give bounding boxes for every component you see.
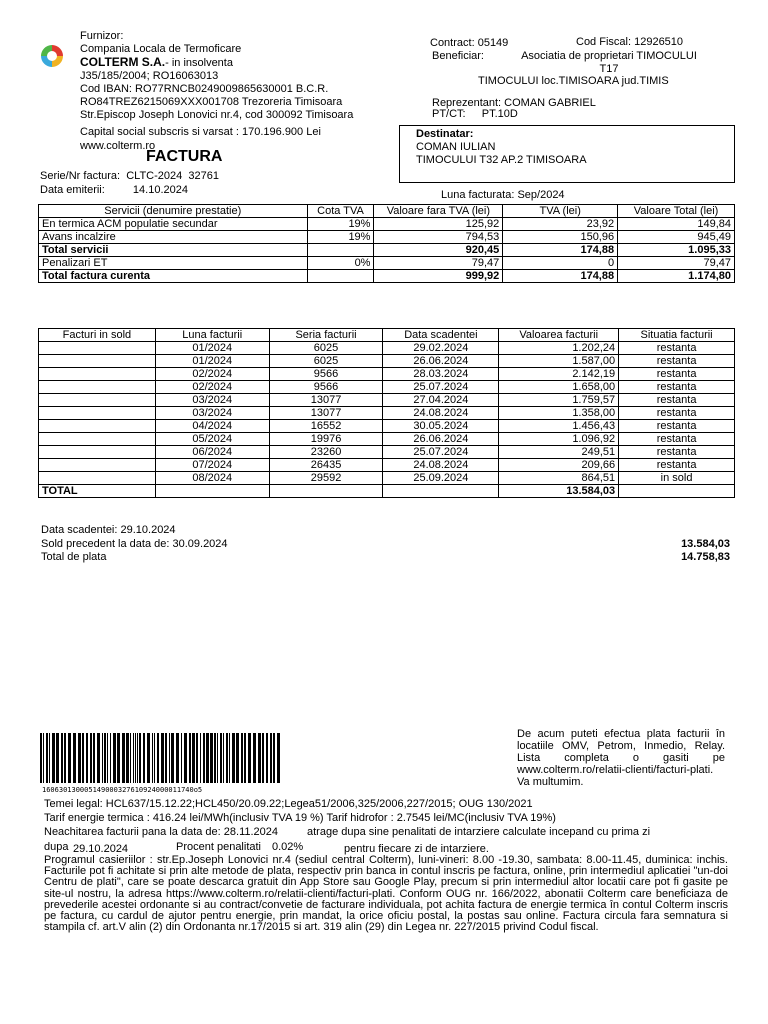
barcode-bar — [102, 733, 103, 783]
sold-header-cell: Valoarea facturii — [499, 329, 619, 342]
cod-fiscal-label: Cod Fiscal: — [576, 36, 632, 48]
nr-value: 32761 — [188, 170, 219, 182]
date-value: 14.10.2024 — [132, 184, 188, 196]
barcode-bar — [248, 733, 251, 783]
services-cell-fara-tva: 79,47 — [374, 257, 503, 270]
services-header-cell: Valoare Total (lei) — [618, 205, 735, 218]
barcode-bar — [253, 733, 256, 783]
sold-total-label: TOTAL — [39, 485, 156, 498]
total-plata-value: 14.758,83 — [681, 551, 730, 563]
sold-cell-situatia: restanta — [619, 433, 735, 446]
sold-cell-scadenta: 24.08.2024 — [383, 459, 499, 472]
sold-cell-luna: 07/2024 — [155, 459, 269, 472]
services-cell-total: 1.174,80 — [618, 270, 735, 283]
barcode-bar — [196, 733, 198, 783]
sold-cell-valoare: 1.096,92 — [499, 433, 619, 446]
sold-row — [39, 420, 735, 433]
services-cell-fara-tva: 125,92 — [374, 218, 503, 231]
sold-cell-seria: 19976 — [269, 433, 383, 446]
services-row — [39, 218, 735, 231]
barcode-bar — [171, 733, 174, 783]
data-scadentei: Data scadentei: 29.10.2024 — [41, 524, 176, 536]
sold-cell-scadenta: 27.04.2024 — [383, 394, 499, 407]
barcode-bar — [147, 733, 150, 783]
sold-cell-valoare: 1.658,00 — [499, 381, 619, 394]
barcode-bar — [226, 733, 228, 783]
supplier-name-line — [80, 56, 353, 69]
barcode-bar — [189, 733, 191, 783]
sold-cell-situatia: restanta — [619, 368, 735, 381]
barcode-bar — [273, 733, 275, 783]
sold-header-cell: Seria facturii — [269, 329, 383, 342]
reprezentant-label: Reprezentant: — [432, 97, 502, 109]
destinatar-label: Destinatar: — [416, 128, 474, 140]
sold-cell-valoare: 209,66 — [499, 459, 619, 472]
sold-total-blank — [619, 485, 735, 498]
services-cell-cota — [307, 244, 374, 257]
barcode-bar — [262, 733, 264, 783]
sold-total-blank — [155, 485, 269, 498]
supplier-full-name: Compania Locala de Termoficare — [80, 43, 242, 56]
sold-total-blank — [269, 485, 383, 498]
services-cell-tva: 174,88 — [503, 270, 618, 283]
sold-cell-valoare: 1.456,43 — [499, 420, 619, 433]
barcode-bar — [206, 733, 209, 783]
barcode-bar — [86, 733, 88, 783]
sold-cell-luna: 01/2024 — [155, 355, 269, 368]
sold-cell-scadenta: 26.06.2024 — [383, 355, 499, 368]
sold-precedent-label: Sold precedent la data de: 30.09.2024 — [41, 538, 228, 550]
sold-header-cell: Facturi in sold — [39, 329, 156, 342]
serie-label: Serie/Nr factura: — [40, 170, 121, 182]
services-cell-name: Penalizari ET — [39, 257, 308, 270]
payment-note: De acum puteti efectua plata facturii în locatiile OMV, Petrom, Inmedio, Relay. Lista completa o gasiti pe www.colterm.ro/relatii-clienti/facturi-plati. Va multumim. — [517, 728, 725, 788]
barcode-bar — [49, 733, 50, 783]
barcode-bar — [135, 733, 136, 783]
sold-row — [39, 342, 735, 355]
sold-total-value: 13.584,03 — [499, 485, 619, 498]
services-header-cell: TVA (lei) — [503, 205, 618, 218]
sold-cell-luna: 02/2024 — [155, 368, 269, 381]
sold-header-row — [39, 329, 735, 342]
barcode-bar — [139, 733, 141, 783]
barcode-bar — [130, 733, 131, 783]
services-header-cell: Cota TVA — [307, 205, 374, 218]
barcode-bar — [157, 733, 159, 783]
colterm-logo-icon — [40, 44, 64, 68]
barcode-bar — [73, 733, 76, 783]
barcode-bar — [229, 733, 230, 783]
barcode-bar — [152, 733, 153, 783]
sold-cell-scadenta: 29.02.2024 — [383, 342, 499, 355]
barcode-bar — [78, 733, 81, 783]
pentru-line: pentru fiecare zi de intarziere. — [344, 843, 489, 855]
sold-cell-situatia: in sold — [619, 472, 735, 485]
supplier-capital: Capital social subscris si varsat : 170.196.900 Lei — [80, 126, 321, 139]
tarif-line: Tarif energie termica : 416.24 lei/MWh(inclusiv TVA 19 %) Tarif hidrofor : 2.7545 lei/MC(inclusiv TVA 19%) — [44, 812, 556, 824]
sold-cell-blank — [39, 394, 156, 407]
dupa-label: dupa — [44, 841, 69, 853]
barcode-bar — [169, 733, 170, 783]
services-cell-cota: 19% — [307, 218, 374, 231]
sold-cell-scadenta: 26.06.2024 — [383, 433, 499, 446]
sold-cell-valoare: 864,51 — [499, 472, 619, 485]
barcode-bar — [122, 733, 125, 783]
barcode-bar — [223, 733, 224, 783]
barcode-bar — [126, 733, 129, 783]
services-cell-cota: 0% — [307, 257, 374, 270]
barcode-bar — [40, 733, 42, 783]
services-row — [39, 231, 735, 244]
sold-total-row — [39, 485, 735, 498]
sold-cell-seria: 13077 — [269, 407, 383, 420]
barcode-bar — [93, 733, 95, 783]
services-row — [39, 257, 735, 270]
sold-cell-valoare: 1.358,00 — [499, 407, 619, 420]
ptct-line — [432, 108, 518, 121]
contract-value: 05149 — [477, 37, 509, 49]
services-row — [39, 270, 735, 283]
supplier-short-name: COLTERM S.A. — [80, 55, 166, 70]
barcode-bar — [203, 733, 205, 783]
sold-cell-blank — [39, 342, 156, 355]
services-cell-total: 149,84 — [618, 218, 735, 231]
sold-cell-blank — [39, 433, 156, 446]
supplier-address: Str.Episcop Joseph Lonovici nr.4, cod 300092 Timisoara — [80, 109, 354, 122]
neachitare-line-2: atrage dupa sine penalitati de intarziere calculate incepand cu prima zi — [307, 826, 651, 838]
services-header-cell: Servicii (denumire prestatie) — [39, 205, 308, 218]
sold-cell-luna: 03/2024 — [155, 394, 269, 407]
sold-cell-luna: 08/2024 — [155, 472, 269, 485]
services-cell-tva: 150,96 — [503, 231, 618, 244]
barcode-bar — [90, 733, 92, 783]
contract-line — [430, 37, 508, 50]
sold-cell-valoare: 1.202,24 — [499, 342, 619, 355]
barcode-bar — [154, 733, 155, 783]
barcode-bar — [56, 733, 59, 783]
barcode-bar — [236, 733, 239, 783]
sold-cell-blank — [39, 472, 156, 485]
barcode-bar — [220, 733, 222, 783]
barcode-bar — [43, 733, 44, 783]
sold-header-cell: Situatia facturii — [619, 329, 735, 342]
barcode-bar — [113, 733, 116, 783]
barcode-bar — [165, 733, 167, 783]
sold-row — [39, 368, 735, 381]
cod-fiscal-line — [576, 36, 683, 49]
sold-cell-valoare: 2.142,19 — [499, 368, 619, 381]
sold-cell-valoare: 1.587,00 — [499, 355, 619, 368]
services-header-row — [39, 205, 735, 218]
sold-cell-valoare: 1.759,57 — [499, 394, 619, 407]
sold-cell-blank — [39, 407, 156, 420]
procent-value: 0.02% — [272, 841, 304, 853]
serie-value: CLTC-2024 — [126, 170, 183, 182]
barcode-bar — [217, 733, 218, 783]
barcode-bar — [258, 733, 261, 783]
sold-cell-seria: 9566 — [269, 381, 383, 394]
barcode-bar — [244, 733, 246, 783]
sold-cell-seria: 29592 — [269, 472, 383, 485]
destinatar-address: TIMOCULUI T32 AP.2 TIMISOARA — [416, 154, 587, 166]
sold-cell-seria: 13077 — [269, 394, 383, 407]
services-cell-total: 79,47 — [618, 257, 735, 270]
ptct-label: PT/CT: — [432, 108, 466, 120]
sold-cell-situatia: restanta — [619, 355, 735, 368]
sold-row — [39, 472, 735, 485]
sold-precedent-value: 13.584,03 — [681, 538, 730, 550]
invoice-serie — [40, 170, 219, 183]
sold-cell-luna: 06/2024 — [155, 446, 269, 459]
services-cell-total: 1.095,33 — [618, 244, 735, 257]
sold-total-blank — [383, 485, 499, 498]
reprezentant-value: COMAN GABRIEL — [504, 97, 596, 109]
luna-label: Luna facturata: — [441, 189, 515, 201]
services-cell-fara-tva: 794,53 — [374, 231, 503, 244]
barcode-bar — [68, 733, 71, 783]
sold-cell-scadenta: 25.09.2024 — [383, 472, 499, 485]
services-row — [39, 244, 735, 257]
sold-cell-scadenta: 25.07.2024 — [383, 381, 499, 394]
services-cell-name: En termica ACM populatie secundar — [39, 218, 308, 231]
sold-cell-seria: 6025 — [269, 355, 383, 368]
barcode-bar — [241, 733, 243, 783]
supplier-label: Furnizor: — [80, 30, 124, 42]
barcode-bar — [277, 733, 280, 783]
barcode-bar — [161, 733, 164, 783]
dupa-date: 29.10.2024 — [73, 843, 129, 855]
services-table — [38, 204, 735, 283]
sold-header-cell: Luna facturii — [155, 329, 269, 342]
barcode-bar — [61, 733, 63, 783]
supplier-block — [80, 30, 353, 153]
barcode-bar — [52, 733, 55, 783]
barcode-bar — [200, 733, 201, 783]
sold-cell-situatia: restanta — [619, 394, 735, 407]
invoice-title: FACTURA — [146, 148, 223, 165]
sold-row — [39, 446, 735, 459]
barcode-bar — [184, 733, 187, 783]
luna-facturata — [441, 189, 565, 202]
invoice-date — [40, 184, 188, 197]
sold-cell-luna: 04/2024 — [155, 420, 269, 433]
beneficiar-address: TIMOCULUI loc.TIMISOARA jud.TIMIS — [478, 75, 669, 87]
services-cell-name: Avans incalzire — [39, 231, 308, 244]
barcode-bar — [270, 733, 272, 783]
supplier-reg: J35/185/2004; RO16063013 — [80, 69, 219, 82]
sold-row — [39, 381, 735, 394]
barcode-bar — [104, 733, 106, 783]
barcode-bar — [176, 733, 179, 783]
barcode-icon — [40, 733, 280, 783]
barcode-bar — [107, 733, 108, 783]
sold-table — [38, 328, 735, 498]
barcode-bar — [266, 733, 268, 783]
beneficiar-value: Asociatia de proprietari TIMOCULUI T17 — [521, 50, 697, 75]
sold-cell-luna: 03/2024 — [155, 407, 269, 420]
services-cell-tva: 23,92 — [503, 218, 618, 231]
sold-cell-situatia: restanta — [619, 446, 735, 459]
barcode-bar — [210, 733, 213, 783]
barcode-bar — [117, 733, 120, 783]
barcode-bar — [181, 733, 182, 783]
sold-cell-situatia: restanta — [619, 420, 735, 433]
supplier-website[interactable]: www.colterm.ro — [80, 139, 156, 152]
destinatar-name: COMAN IULIAN — [416, 141, 496, 153]
sold-cell-blank — [39, 420, 156, 433]
barcode-bar — [82, 733, 84, 783]
services-cell-fara-tva: 920,45 — [374, 244, 503, 257]
sold-cell-seria: 6025 — [269, 342, 383, 355]
services-cell-total: 945,49 — [618, 231, 735, 244]
program-casierii: Programul casieriilor : str.Ep.Joseph Lonovici nr.4 (sediul central Colterm), luni-vineri: 8.00 -19.30, sambata: 8.00-11.45, duminica: inchis. Facturile pot fi achitate si prin alte metode de plata, respectiv prin banca in contul inscris pe factura, online, prin intermediul aplicatiei "un-doi Centru de plati", care se poate descarca gratuit din App Store sau Google Play, precum si prin intermediul altor locatii care pot fi gasite pe site-ul nostru, la adresa https://www.colterm.ro/relatii-clienti/facturi-plati. Conform OUG nr. 166/2022, abonatii Colterm care beneficiaza de prevederile acestei ordonante si au contract/convetie de facturare individuala, pot achita factura de energie termica în contul Colterm inscris pe factura, cu cardul de ajutor pentru energie, prin mandat, la orice oficiu postal, la postas sau online. Factura circula fara semnatura si stampila cf. art.V alin (2) din Ordonanta nr.17/2015 si art. 319 alin (29) din Legea nr. 227/2015 privind Codul fiscal. — [44, 854, 728, 934]
sold-cell-luna: 05/2024 — [155, 433, 269, 446]
contract-label: Contract: — [430, 37, 475, 49]
sold-header-cell: Data scadentei — [383, 329, 499, 342]
barcode-bar — [97, 733, 100, 783]
date-label: Data emiterii: — [40, 184, 105, 196]
barcode-bar — [64, 733, 66, 783]
supplier-iban: Cod IBAN: RO77RNCB0249009865630001 B.C.R. — [80, 82, 329, 95]
sold-cell-situatia: restanta — [619, 459, 735, 472]
luna-value: Sep/2024 — [517, 189, 565, 201]
sold-cell-blank — [39, 381, 156, 394]
sold-row — [39, 433, 735, 446]
sold-cell-situatia: restanta — [619, 342, 735, 355]
services-cell-cota — [307, 270, 374, 283]
procent-label: Procent penalitati — [176, 841, 261, 853]
sold-cell-scadenta: 25.07.2024 — [383, 446, 499, 459]
sold-row — [39, 355, 735, 368]
ptct-value: PT.10D — [481, 108, 518, 120]
services-cell-cota: 19% — [307, 231, 374, 244]
sold-cell-luna: 01/2024 — [155, 342, 269, 355]
sold-cell-scadenta: 28.03.2024 — [383, 368, 499, 381]
services-cell-name: Total servicii — [39, 244, 308, 257]
services-cell-name: Total factura curenta — [39, 270, 308, 283]
sold-cell-blank — [39, 368, 156, 381]
sold-cell-blank — [39, 446, 156, 459]
barcode-bar — [143, 733, 145, 783]
supplier-insolvency: - in insolventa — [165, 57, 233, 70]
barcode-bar — [133, 733, 134, 783]
barcode-bar — [137, 733, 138, 783]
sold-cell-seria: 9566 — [269, 368, 383, 381]
sold-cell-scadenta: 30.05.2024 — [383, 420, 499, 433]
sold-cell-valoare: 249,51 — [499, 446, 619, 459]
barcode-bar — [192, 733, 195, 783]
sold-cell-blank — [39, 355, 156, 368]
sold-cell-blank — [39, 459, 156, 472]
sold-row — [39, 459, 735, 472]
barcode-bar — [232, 733, 235, 783]
sold-cell-luna: 02/2024 — [155, 381, 269, 394]
cod-fiscal-value: 12926510 — [634, 36, 684, 48]
destinatar-box — [399, 125, 735, 183]
sold-row — [39, 407, 735, 420]
neachitare-line: Neachitarea facturii pana la data de: 28.11.2024 — [44, 826, 279, 838]
barcode-bar — [46, 733, 48, 783]
sold-cell-situatia: restanta — [619, 381, 735, 394]
supplier-iban2: RO84TREZ6215069XXX001708 Trezoreria Timisoara — [80, 95, 343, 108]
services-header-cell: Valoare fara TVA (lei) — [374, 205, 503, 218]
services-cell-tva: 0 — [503, 257, 618, 270]
services-cell-tva: 174,88 — [503, 244, 618, 257]
sold-row — [39, 394, 735, 407]
temei-legal: Temei legal: HCL637/15.12.22;HCL450/20.09.22;Legea51/2006,325/2006,227/2015; OUG 130/2021 — [44, 798, 533, 810]
barcode-bar — [110, 733, 111, 783]
barcode-bar — [214, 733, 216, 783]
sold-cell-scadenta: 24.08.2024 — [383, 407, 499, 420]
sold-cell-seria: 26435 — [269, 459, 383, 472]
sold-cell-seria: 16552 — [269, 420, 383, 433]
barcode-text: 160630130005149000327610924000011740o5 — [42, 786, 203, 794]
services-cell-fara-tva: 999,92 — [374, 270, 503, 283]
sold-cell-seria: 23260 — [269, 446, 383, 459]
sold-cell-situatia: restanta — [619, 407, 735, 420]
total-plata-label: Total de plata — [41, 551, 107, 563]
beneficiar-label: Beneficiar: — [432, 50, 484, 62]
